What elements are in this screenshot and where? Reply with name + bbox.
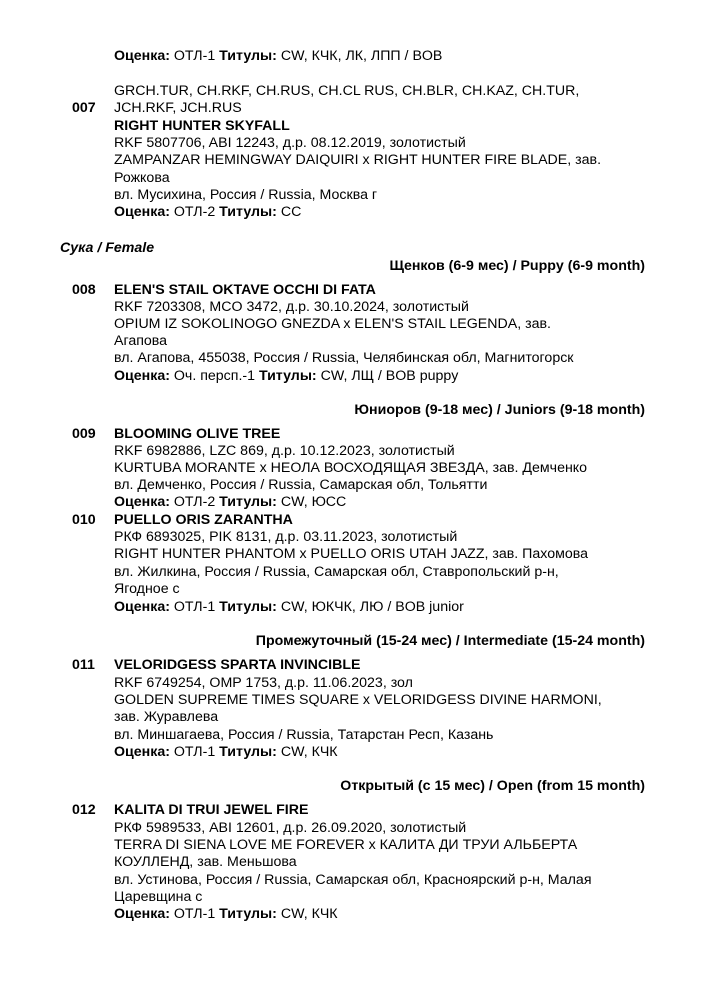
pre-titles: JCH.RKF, JCH.RUS [114,100,242,116]
owner: вл. Демченко, Россия / Russia, Самарская обл, Тольятти [114,477,488,493]
dog-name: KALITA DI TRUI JEWEL FIRE [114,802,309,818]
parents: RIGHT HUNTER PHANTOM x PUELLO ORIS UTAH JAZZ, зав. Пахомова [114,546,589,562]
parents: ZAMPANZAR HEMINGWAY DAIQUIRI x RIGHT HUNTER FIRE BLADE, зав. [114,152,602,168]
dog-name: RIGHT HUNTER SKYFALL [114,118,290,134]
grade-line: Оценка: ОТЛ-2 Титулы: CW, ЮСС [114,494,347,510]
entry-number: 010 [72,512,96,528]
parents: Агапова [114,333,168,349]
registration: RKF 7203308, MCO 3472, д.р. 30.10.2024, золотистый [114,299,469,315]
parents: OPIUM IZ SOKOLINOGO GNEZDA x ELEN'S STAIL LEGENDA, зав. [114,316,551,332]
dog-name: VELORIDGESS SPARTA INVINCIBLE [114,657,361,673]
parents: Рожкова [114,170,170,186]
parents: КОУЛЛЕНД, зав. Меньшова [114,854,297,870]
owner: Ягодное с [114,581,180,597]
entry-number: 009 [72,426,96,442]
grade-line: Оценка: ОТЛ-1 Титулы: CW, ЮКЧК, ЛЮ / BOB junior [114,599,464,615]
parents: TERRA DI SIENA LOVE ME FOREVER x КАЛИТА ДИ ТРУИ АЛЬБЕРТА [114,837,578,853]
class-heading: Юниоров (9-18 мес) / Juniors (9-18 month) [354,402,645,418]
registration: РКФ 5989533, ABI 12601, д.р. 26.09.2020, золотистый [114,820,467,836]
dog-name: PUELLO ORIS ZARANTHA [114,512,293,528]
class-heading: Открытый (с 15 мес) / Open (from 15 month) [340,778,645,794]
owner: вл. Мусихина, Россия / Russia, Москва г [114,187,378,203]
registration: RKF 6982886, LZC 869, д.р. 10.12.2023, золотистый [114,443,455,459]
grade-line: Оценка: ОТЛ-2 Титулы: CC [114,204,302,220]
class-heading: Промежуточный (15-24 мес) / Intermediate (15-24 month) [255,633,645,649]
dog-name: BLOOMING OLIVE TREE [114,426,281,442]
class-heading: Щенков (6-9 мес) / Puppy (6-9 month) [389,258,645,274]
entry-number: 008 [72,282,96,298]
grade-line: Оценка: ОТЛ-1 Титулы: CW, КЧК [114,906,338,922]
owner: вл. Миншагаева, Россия / Russia, Татарстан Респ, Казань [114,727,494,743]
entry-number: 012 [72,802,96,818]
entry-number: 011 [72,657,95,673]
owner: Царевщина с [114,889,203,905]
parents: KURTUBA MORANTE x НЕОЛА ВОСХОДЯЩАЯ ЗВЕЗДА, зав. Демченко [114,460,588,476]
grade-line: Оценка: Оч. персп.-1 Титулы: CW, ЛЩ / BOB puppy [114,368,459,384]
registration: РКФ 6893025, PIK 8131, д.р. 03.11.2023, золотистый [114,529,458,545]
grade-line: Оценка: ОТЛ-1 Титулы: CW, КЧК [114,744,338,760]
parents: GOLDEN SUPREME TIMES SQUARE x VELORIDGESS DIVINE HARMONI, [114,692,602,708]
owner: вл. Жилкина, Россия / Russia, Самарская обл, Ставропольский р-н, [114,564,559,580]
dog-name: ELEN'S STAIL OKTAVE OCCHI DI FATA [114,282,376,298]
parents: зав. Журавлева [114,709,219,725]
registration: RKF 5807706, ABI 12243, д.р. 08.12.2019, золотистый [114,135,466,151]
owner: вл. Устинова, Россия / Russia, Самарская обл, Красноярский р-н, Малая [114,872,592,888]
section-heading: Сука / Female [60,240,155,256]
pre-titles: GRCH.TUR, CH.RKF, CH.RUS, CH.CL RUS, CH.BLR, CH.KAZ, CH.TUR, [114,83,580,99]
registration: RKF 6749254, OMP 1753, д.р. 11.06.2023, зол [114,675,413,691]
entry-number: 007 [72,100,96,116]
grade-line: Оценка: ОТЛ-1 Титулы: CW, КЧК, ЛК, ЛПП / BOB [114,48,443,64]
owner: вл. Агапова, 455038, Россия / Russia, Челябинская обл, Магнитогорск [114,350,574,366]
